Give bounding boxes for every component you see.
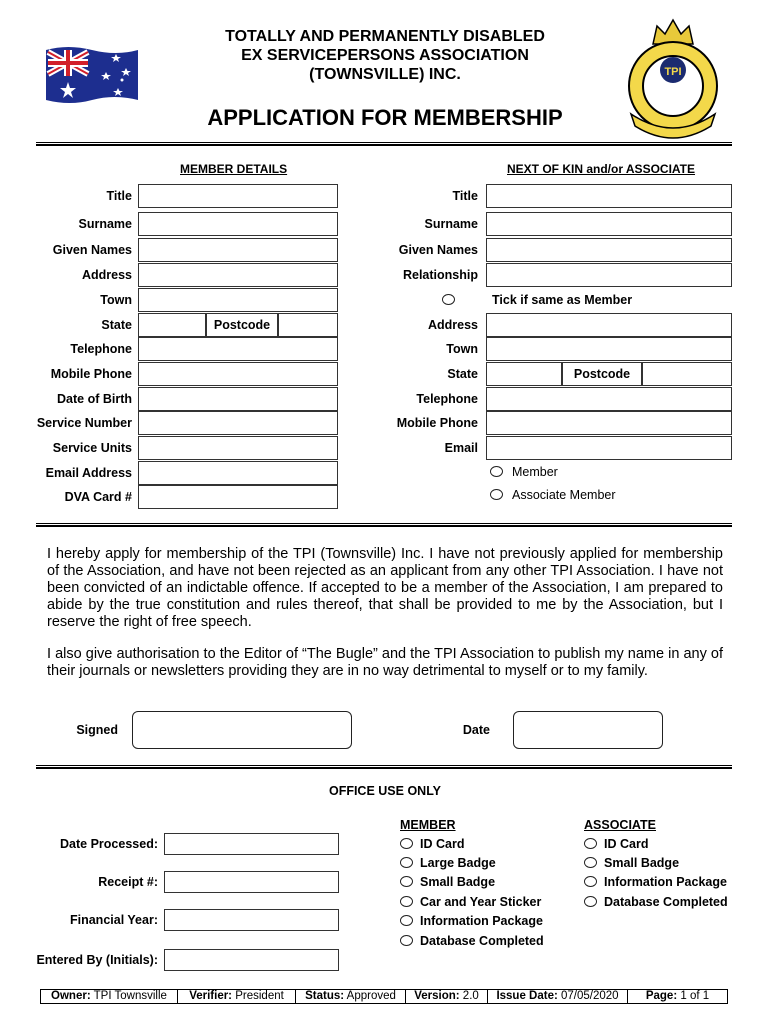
member-small-badge-checkbox[interactable] xyxy=(400,876,413,887)
financial-year-input[interactable] xyxy=(164,909,339,931)
member-postcode-input[interactable] xyxy=(278,313,338,337)
associate-database-completed-label: Database Completed xyxy=(604,895,728,909)
member-address-input[interactable] xyxy=(138,263,338,287)
kin-relationship-input[interactable] xyxy=(486,263,732,287)
kin-postcode-input[interactable] xyxy=(642,362,732,386)
form-title: APPLICATION FOR MEMBERSHIP xyxy=(207,105,563,130)
member-email-input[interactable] xyxy=(138,461,338,485)
member-town-input[interactable] xyxy=(138,288,338,312)
kin-email-input[interactable] xyxy=(486,436,732,460)
receipt-input[interactable] xyxy=(164,871,339,893)
date-processed-input[interactable] xyxy=(164,833,339,855)
kin-telephone-input[interactable] xyxy=(486,387,732,411)
associate-member-type-label: Associate Member xyxy=(512,488,616,502)
member-address-label: Address xyxy=(81,268,132,282)
tpi-emblem-logo xyxy=(623,14,723,140)
org-name-line1: TOTALLY AND PERMANENTLY DISABLED xyxy=(225,28,545,45)
member-state-input[interactable] xyxy=(138,313,206,337)
kin-relationship-label: Relationship xyxy=(402,268,478,282)
member-large-badge-checkbox[interactable] xyxy=(400,857,413,868)
member-dva-card-input[interactable] xyxy=(138,485,338,509)
member-mobile-label: Mobile Phone xyxy=(50,367,132,381)
footer-page: Page: 1 of 1 xyxy=(645,990,710,1002)
kin-town-input[interactable] xyxy=(486,337,732,361)
receipt-label: Receipt #: xyxy=(98,875,158,889)
member-surname-label: Surname xyxy=(78,217,132,231)
associate-info-package-checkbox[interactable] xyxy=(584,876,597,887)
footer-issue-date: Issue Date: 07/05/2020 xyxy=(488,990,628,1003)
member-mobile-input[interactable] xyxy=(138,362,338,386)
kin-town-label: Town xyxy=(446,342,478,356)
details-divider xyxy=(36,523,732,527)
signature-field[interactable] xyxy=(132,711,352,749)
associate-id-card-checkbox[interactable] xyxy=(584,838,597,849)
member-database-completed-checkbox[interactable] xyxy=(400,935,413,946)
member-info-package-label: Information Package xyxy=(420,914,543,928)
kin-mobile-label: Mobile Phone xyxy=(396,416,478,430)
kin-title-input[interactable] xyxy=(486,184,732,208)
associate-small-badge-checkbox[interactable] xyxy=(584,857,597,868)
date-label: Date xyxy=(462,723,490,737)
footer-status: Status: Approved xyxy=(296,990,406,1003)
org-name-line3: (TOWNSVILLE) INC. xyxy=(309,66,461,83)
member-town-label: Town xyxy=(100,293,132,307)
footer-version: Version: 2.0 xyxy=(406,990,488,1003)
kin-surname-input[interactable] xyxy=(486,212,732,236)
member-dob-label: Date of Birth xyxy=(57,392,132,406)
member-type-radio[interactable] xyxy=(490,466,503,477)
associate-id-card-label: ID Card xyxy=(604,837,649,851)
declaration-paragraph: I hereby apply for membership of the TPI (Townsville) Inc. I have not previously applied for membership of the Association, and have not been rejected as an applicant from any other TPI Association. I have not been convicted of an indictable offence. If accepted to be a member of the Association, I am prepared to abide by the true constitution and rules thereof, that shall be provided to me by the Association, but I reserve the right of free speech. xyxy=(47,546,723,630)
kin-email-label: Email xyxy=(444,441,478,455)
same-as-member-label: Tick if same as Member xyxy=(492,293,633,307)
entered-by-input[interactable] xyxy=(164,949,339,971)
authorisation-paragraph: I also give authorisation to the Editor of “The Bugle” and the TPI Association to publish my name in any of their journals or newsletters providing they are in no way detrimental to myself or to my family. xyxy=(47,646,723,679)
office-associate-heading: ASSOCIATE xyxy=(584,818,656,832)
date-field[interactable] xyxy=(513,711,663,749)
office-member-heading: MEMBER xyxy=(400,818,456,832)
kin-postcode-label: Postcode xyxy=(562,362,642,386)
emblem-text: TPI xyxy=(664,66,682,78)
header-divider xyxy=(36,142,732,146)
org-name-line2: EX SERVICEPERSONS ASSOCIATION xyxy=(241,47,529,64)
member-telephone-label: Telephone xyxy=(70,342,132,356)
document-control-footer xyxy=(40,989,728,1004)
member-info-package-checkbox[interactable] xyxy=(400,915,413,926)
member-state-label: State xyxy=(101,318,132,332)
kin-given-names-label: Given Names xyxy=(398,243,478,257)
associate-database-completed-checkbox[interactable] xyxy=(584,896,597,907)
member-id-card-checkbox[interactable] xyxy=(400,838,413,849)
member-title-input[interactable] xyxy=(138,184,338,208)
member-service-units-input[interactable] xyxy=(138,436,338,460)
member-title-label: Title xyxy=(106,189,132,203)
kin-state-label: State xyxy=(447,367,478,381)
member-database-completed-label: Database Completed xyxy=(420,934,544,948)
member-service-number-label: Service Number xyxy=(36,416,132,430)
footer-verifier: Verifier: President xyxy=(178,990,296,1003)
signed-label: Signed xyxy=(76,723,118,737)
member-surname-input[interactable] xyxy=(138,212,338,236)
member-email-label: Email Address xyxy=(45,466,132,480)
kin-title-label: Title xyxy=(452,189,478,203)
member-large-badge-label: Large Badge xyxy=(420,856,496,870)
member-telephone-input[interactable] xyxy=(138,337,338,361)
member-car-sticker-checkbox[interactable] xyxy=(400,896,413,907)
kin-address-label: Address xyxy=(427,318,478,332)
member-id-card-label: ID Card xyxy=(420,837,465,851)
kin-surname-label: Surname xyxy=(424,217,478,231)
member-dob-input[interactable] xyxy=(138,387,338,411)
member-car-sticker-label: Car and Year Sticker xyxy=(420,895,542,909)
kin-address-input[interactable] xyxy=(486,313,732,337)
same-as-member-checkbox[interactable] xyxy=(442,294,455,305)
member-small-badge-label: Small Badge xyxy=(420,875,496,889)
kin-mobile-input[interactable] xyxy=(486,411,732,435)
associate-small-badge-label: Small Badge xyxy=(604,856,680,870)
entered-by-label: Entered By (Initials): xyxy=(36,953,158,967)
kin-telephone-label: Telephone xyxy=(416,392,478,406)
kin-given-names-input[interactable] xyxy=(486,238,732,262)
financial-year-label: Financial Year: xyxy=(69,913,158,927)
date-processed-label: Date Processed: xyxy=(60,837,158,851)
member-dva-card-label: DVA Card # xyxy=(64,490,132,504)
office-use-heading: OFFICE USE ONLY xyxy=(328,784,442,798)
member-given-names-label: Given Names xyxy=(52,243,132,257)
office-divider xyxy=(36,765,732,769)
associate-info-package-label: Information Package xyxy=(604,875,727,889)
australian-flag-icon xyxy=(44,44,140,104)
kin-state-input[interactable] xyxy=(486,362,562,386)
next-of-kin-heading: NEXT OF KIN and/or ASSOCIATE xyxy=(507,162,696,176)
member-given-names-input[interactable] xyxy=(138,238,338,262)
member-postcode-label: Postcode xyxy=(206,313,278,337)
member-type-label: Member xyxy=(512,465,558,479)
associate-member-type-radio[interactable] xyxy=(490,489,503,500)
footer-owner: Owner: TPI Townsville xyxy=(41,990,178,1003)
member-details-heading: MEMBER DETAILS xyxy=(180,162,288,176)
member-service-number-input[interactable] xyxy=(138,411,338,435)
member-service-units-label: Service Units xyxy=(52,441,132,455)
